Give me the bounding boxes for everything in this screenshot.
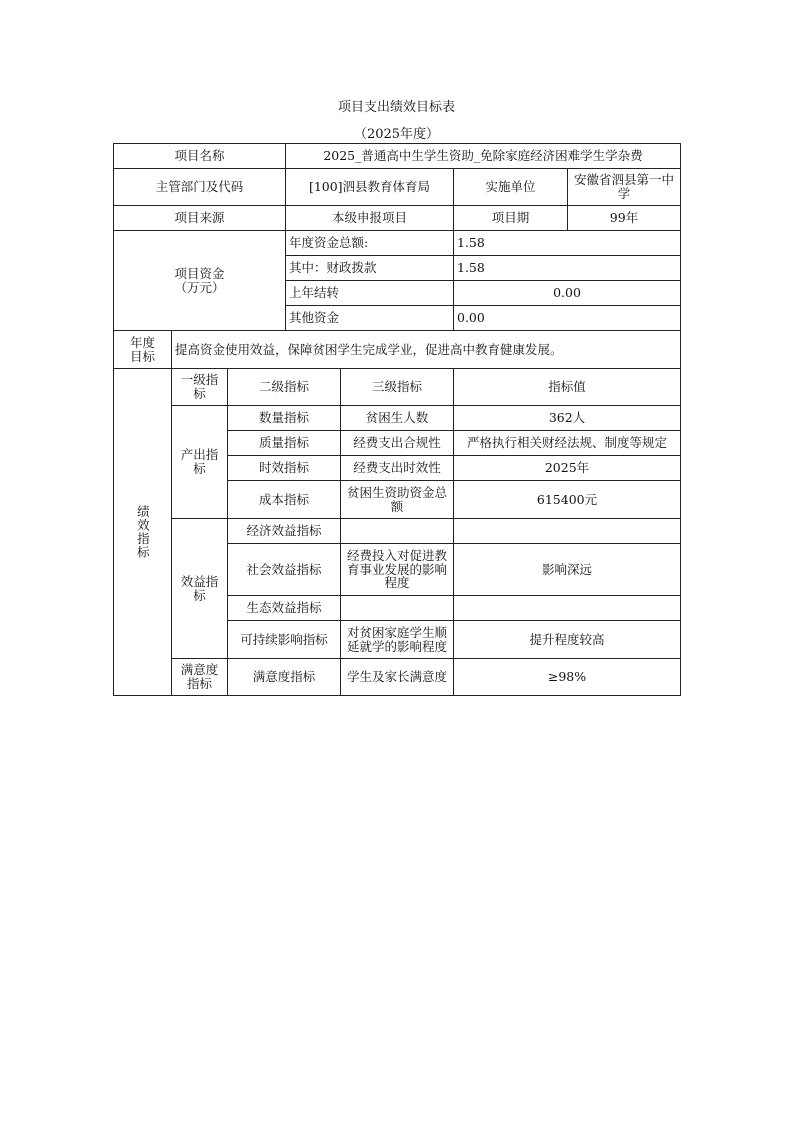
funds-other-value: 0.00 [453,305,681,331]
document-title: 项目支出绩效目标表 [337,100,455,115]
row-level3: 对贫困家庭学生顺延就学的影响程度 [340,620,454,659]
funds-fiscal-value: 1.58 [453,255,681,281]
period-value: 99年 [567,205,681,231]
header-level1: 一级指标 [171,368,228,406]
row-level2: 社会效益指标 [227,543,341,596]
group-output: 产出指标 [171,405,228,519]
dept-label: 主管部门及代码 [113,168,286,206]
goal-label-line2: 目标 [129,348,155,364]
document-year: （2025年度） [353,127,440,142]
row-level2: 成本指标 [227,480,341,519]
row-level2: 经济效益指标 [227,518,341,544]
header-level2: 二级指标 [227,368,341,406]
row-value: 2025年 [453,455,681,481]
row-level3: 贫困生资助资金总额 [340,480,454,519]
row-level3 [340,595,454,621]
funds-label-line1: 项目资金 [174,265,225,281]
row-value: 615400元 [453,480,681,519]
group-satisfaction: 满意度指标 [171,658,228,696]
row-value: 严格执行相关财经法规、制度等规定 [453,430,681,456]
funds-label [113,230,286,331]
row-level3: 经费投入对促进教育事业发展的影响程度 [340,543,454,596]
row-value: 影响深远 [453,543,681,596]
source-label: 项目来源 [113,205,286,231]
perf-side-label [113,368,172,696]
funds-total-label: 年度资金总额: [285,230,454,256]
funds-total-value: 1.58 [453,230,681,256]
row-value [453,518,681,544]
dept-value: [100]泗县教育体育局 [285,168,454,206]
funds-carryover-value: 0.00 [453,280,681,306]
header-level3: 三级指标 [340,368,454,406]
funds-carryover-label: 上年结转 [285,280,454,306]
period-label: 项目期 [453,205,568,231]
header-value: 指标值 [453,368,681,406]
project-name-label: 项目名称 [113,143,286,169]
row-level2: 生态效益指标 [227,595,341,621]
goal-text: 提高资金使用效益，保障贫困学生完成学业，促进高中教育健康发展。 [171,330,681,369]
goal-label-line1: 年度 [129,334,155,350]
funds-fiscal-label: 其中：财政拨款 [285,255,454,281]
funds-label-line2: （万元） [174,279,225,295]
row-level3: 贫困生人数 [340,405,454,431]
source-value: 本级申报项目 [285,205,454,231]
row-level2: 可持续影响指标 [227,620,341,659]
row-level3 [340,518,454,544]
row-level3: 学生及家长满意度 [340,658,454,696]
row-level2: 满意度指标 [227,658,341,696]
row-value: ≥98% [453,658,681,696]
perf-side-label-text: 绩效指标 [135,505,151,559]
goal-label [113,330,172,369]
row-value: 362人 [453,405,681,431]
row-level3: 经费支出合规性 [340,430,454,456]
unit-label: 实施单位 [453,168,568,206]
funds-other-label: 其他资金 [285,305,454,331]
row-value: 提升程度较高 [453,620,681,659]
row-level2: 数量指标 [227,405,341,431]
row-level2: 质量指标 [227,430,341,456]
group-benefit: 效益指标 [171,518,228,659]
row-level3: 经费支出时效性 [340,455,454,481]
project-name-value: 2025_普通高中生学生资助_免除家庭经济困难学生学杂费 [285,143,681,169]
unit-value: 安徽省泗县第一中学 [567,168,681,206]
row-value [453,595,681,621]
row-level2: 时效指标 [227,455,341,481]
